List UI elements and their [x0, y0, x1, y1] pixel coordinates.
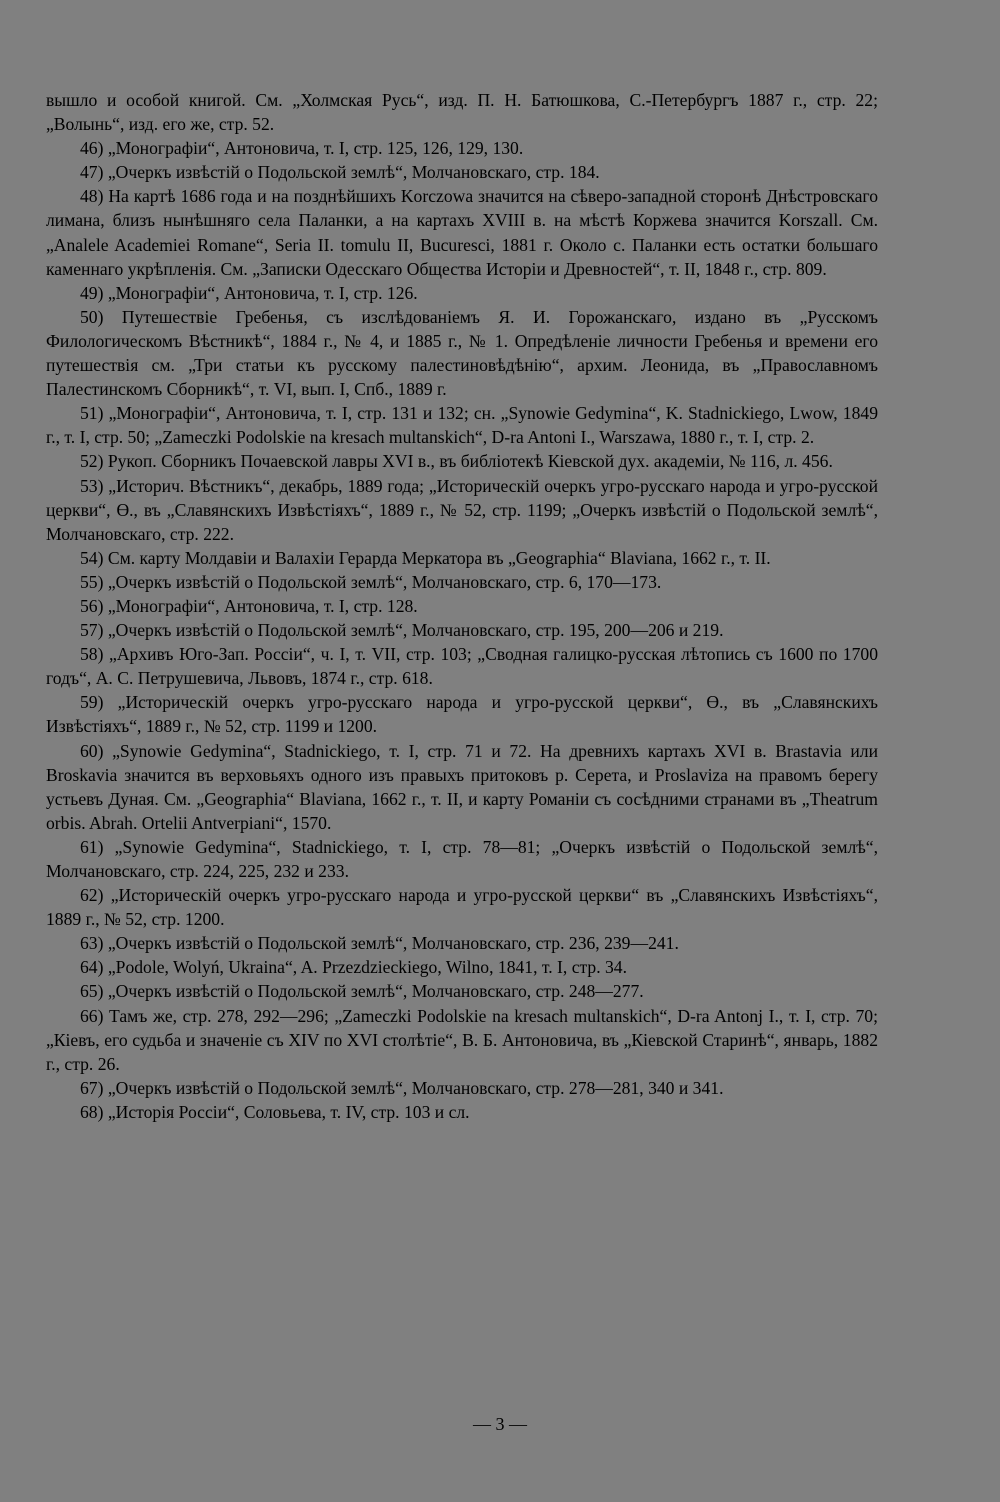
page-number: — 3 —	[473, 1414, 527, 1434]
footnote-62: 62) „Историческій очеркъ угро-русскаго народа и угро-русской церкви“ въ „Славянскихъ Извѣстіяхъ“, 1889 г., № 52, стр. 1200.	[46, 885, 878, 930]
footnote-49: 49) „Монографіи“, Антоновича, т. I, стр. 126.	[80, 282, 418, 303]
footnote-61: 61) „Synowie Gedymina“, Stadnickiego, т. I, стр. 78—81; „Очеркъ извѣстій о Подольской землѣ“, Молчановскаго, стр. 224, 225, 232 и 233.	[46, 836, 878, 881]
footnote-51: 51) „Монографіи“, Антоновича, т. I, стр. 131 и 132; сн. „Synowie Gedymina“, K. Stadnickiego, Lwow, 1849 г., т. I, стр. 50; „Zameczki Podolskie na kresach multanskich“, D-ra Antoni I., Warszawa, 1880 г., т. I, стр. 2.	[46, 403, 878, 448]
footnote-66: 66) Тамъ же, стр. 278, 292—296; „Zameczki Podolskie na kresach multanskich“, D-ra Antonj I., т. I, стр. 70; „Кіевъ, его судьба и значеніе съ XIV по XVI столѣтіе“, В. Б. Антоновича, въ „Кіевской Старинѣ“, январь, 1882 г., стр. 26.	[46, 1005, 878, 1074]
footnote-53: 53) „Историч. Вѣстникъ“, декабрь, 1889 года; „Историческій очеркъ угро-русскаго народа и угро-русской церкви“, Ө., въ „Славянскихъ Извѣстіяхъ“, 1889 г., № 52, стр. 1199; „Очеркъ извѣстій о Подольской землѣ“, Молчановскаго, стр. 222.	[46, 475, 878, 544]
footnote-continuation: вышло и особой книгой. См. „Холмская Русь“, изд. П. Н. Батюшкова, С.-Петербургъ 1887 г., стр. 22; „Волынь“, изд. его же, стр. 52.	[46, 90, 878, 135]
footnote-46: 46) „Монографіи“, Антоновича, т. I, стр. 125, 126, 129, 130.	[80, 138, 524, 159]
footnote-63: 63) „Очеркъ извѣстій о Подольской землѣ“, Молчановскаго, стр. 236, 239—241.	[80, 933, 679, 954]
footnote-64: 64) „Podole, Wolyń, Ukraina“, A. Przezdzieckiego, Wilno, 1841, т. I, стр. 34.	[80, 957, 628, 978]
footnote-48: 48) На картѣ 1686 года и на позднѣйшихъ Korczowa значится на сѣверо-западной сторонѣ Днѣстровскаго лимана, близъ нынѣшняго села Паланки, а на картахъ XVIII в. на мѣстѣ Коржева значится Korszall. См. „Analele Academiei Romane“, Seria II. tomulu II, Bucuresci, 1881 г. Около с. Паланки есть остатки большаго каменнаго укрѣпленія. См. „Записки Одесскаго Общества Исторіи и Древностей“, т. II, 1848 г., стр. 809.	[46, 186, 878, 279]
footnote-56: 56) „Монографіи“, Антоновича, т. I, стр. 128.	[80, 595, 418, 616]
footnote-67: 67) „Очеркъ извѣстій о Подольской землѣ“, Молчановскаго, стр. 278—281, 340 и 341.	[80, 1077, 724, 1098]
footnote-47: 47) „Очеркъ извѣстій о Подольской землѣ“, Молчановскаго, стр. 184.	[80, 162, 600, 183]
footnote-58: 58) „Архивъ Юго-Зап. Россіи“, ч. I, т. VII, стр. 103; „Сводная галицко-русская лѣтопись съ 1600 по 1700 годъ“, А. С. Петрушевича, Львовъ, 1874 г., стр. 618.	[46, 644, 878, 689]
footnote-59: 59) „Историческій очеркъ угро-русскаго народа и угро-русской церкви“, Ө., въ „Славянскихъ Извѣстіяхъ“, 1889 г., № 52, стр. 1199 и 1200.	[46, 692, 878, 737]
footnote-68: 68) „Исторія Россіи“, Соловьева, т. IV, стр. 103 и сл.	[80, 1101, 470, 1122]
footnote-65: 65) „Очеркъ извѣстій о Подольской землѣ“, Молчановскаго, стр. 248—277.	[80, 981, 644, 1002]
footnotes-block	[46, 88, 878, 1124]
footnote-55: 55) „Очеркъ извѣстій о Подольской землѣ“, Молчановскаго, стр. 6, 170—173.	[80, 571, 662, 592]
footnote-50: 50) Путешествіе Гребенья, съ изслѣдованіемъ Я. И. Горожанскаго, издано въ „Русскомъ Филологическомъ Вѣстникѣ“, 1884 г., № 4, и 1885 г., № 1. Опредѣленіе личности Гребенья и времени его путешествія см. „Три статьи къ русскому палестиновѣдѣнію“, архим. Леонида, въ „Православномъ Палестинскомъ Сборникѣ“, т. VI, вып. I, Спб., 1889 г.	[46, 306, 878, 400]
footnote-57: 57) „Очеркъ извѣстій о Подольской землѣ“, Молчановскаго, стр. 195, 200—206 и 219.	[80, 620, 724, 641]
footnote-60: 60) „Synowie Gedymina“, Stadnickiego, т. I, стр. 71 и 72. На древнихъ картахъ XVI в. Brastavia или Broskavia значится въ верховьяхъ одного изъ правыхъ притоковъ р. Серета, и Proslaviza на правомъ берегу устьевъ Дуная. См. „Geographia“ Blaviana, 1662 г., т. II, и карту Романіи съ сосѣдними странами въ „Theatrum orbis. Abrah. Ortelii Antverpiani“, 1570.	[46, 740, 878, 833]
footnote-54: 54) См. карту Молдавіи и Валахіи Герарда Меркатора въ „Geographia“ Blaviana, 1662 г., т. II.	[80, 547, 771, 568]
footnote-52: 52) Рукоп. Сборникъ Почаевской лавры XVI в., въ библіотекѣ Кіевской дух. академіи, № 116, л. 456.	[80, 451, 833, 472]
